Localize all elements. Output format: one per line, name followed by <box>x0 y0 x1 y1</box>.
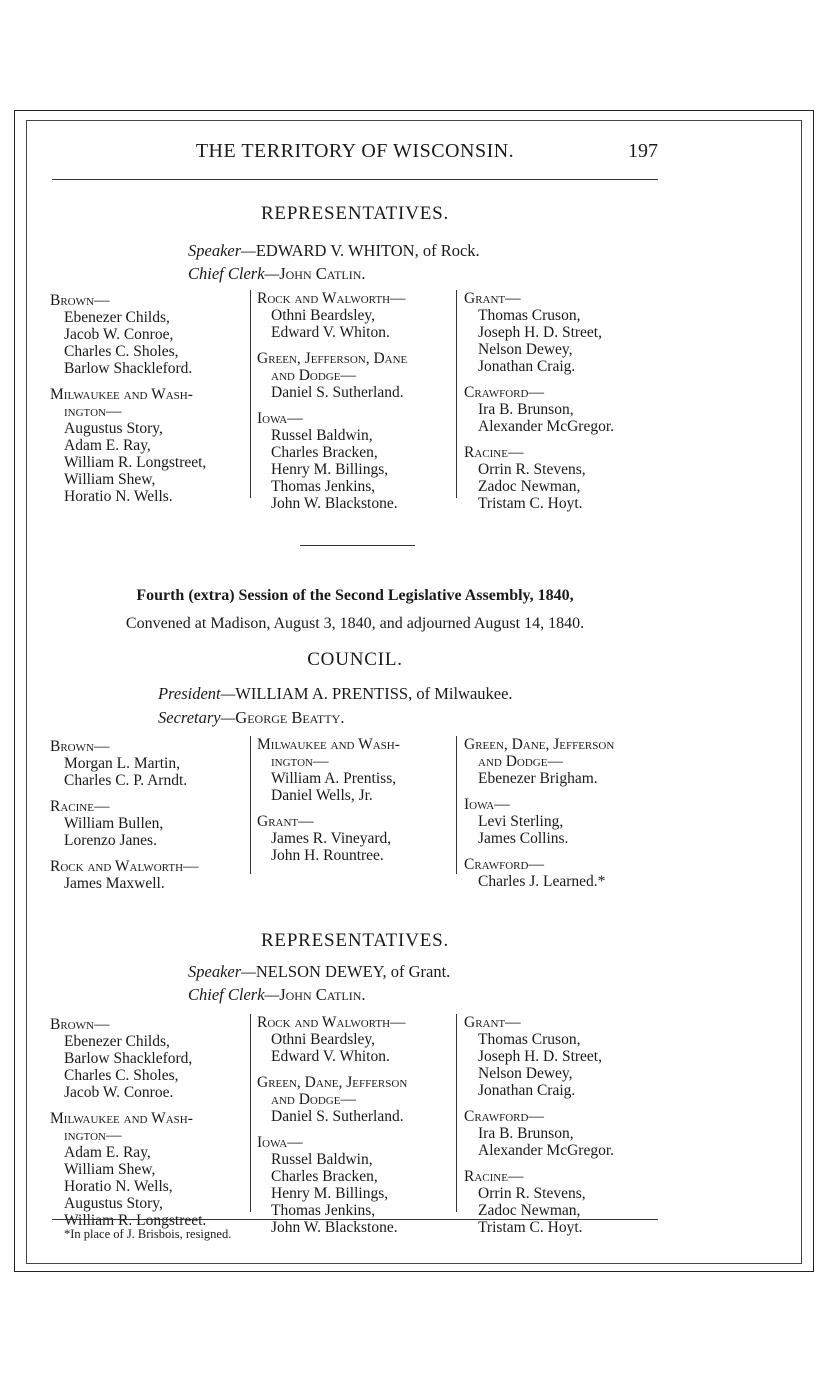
member-name: Adam E. Ray, <box>64 437 151 454</box>
county-block <box>50 858 248 892</box>
member-name: Tristam C. Hoyt. <box>478 495 583 512</box>
member-name: Charles J. Learned.* <box>478 873 606 890</box>
header-rule <box>52 179 658 180</box>
county-name: Milwaukee and Wash- <box>50 386 193 403</box>
county-name: Rock and Walworth— <box>257 1014 406 1031</box>
county-block <box>257 1134 456 1236</box>
member-name: Othni Beardsley, <box>271 307 376 324</box>
county-name: Green, Dane, Jefferson <box>257 1074 408 1091</box>
member-name: Levi Sterling, <box>478 813 564 830</box>
county-block <box>257 813 456 864</box>
member-name: Jacob W. Conroe, <box>64 326 174 343</box>
county-name: Crawford— <box>464 856 544 873</box>
section-divider <box>300 545 415 546</box>
member-name: Orrin R. Stevens, <box>478 461 586 478</box>
member-name: Zadoc Newman, <box>478 478 581 495</box>
footnote-rule <box>52 1219 658 1220</box>
member-name: Thomas Cruson, <box>478 1031 581 1048</box>
member-name: Barlow Shackleford. <box>64 360 193 377</box>
county-name: Grant— <box>464 1014 521 1031</box>
reps2-speaker: Speaker—NELSON DEWEY, of Grant. <box>188 962 451 981</box>
member-name: James R. Vineyard, <box>271 830 392 847</box>
county-name: Iowa— <box>464 796 510 813</box>
member-name: Daniel S. Sutherland. <box>271 384 404 401</box>
member-name: Alexander McGregor. <box>478 418 615 435</box>
county-name-continued: and Dodge— <box>271 367 356 384</box>
member-name: Edward V. Whiton. <box>271 324 390 341</box>
session-convened: Convened at Madison, August 3, 1840, and adjourned August 14, 1840. <box>125 615 585 632</box>
member-name: William R. Longstreet, <box>64 454 207 471</box>
member-name: Thomas Cruson, <box>478 307 581 324</box>
member-name: William Bullen, <box>64 815 164 832</box>
county-name: Brown— <box>50 738 110 755</box>
county-block <box>464 1108 668 1159</box>
running-head <box>52 140 658 166</box>
member-name: Ebenezer Childs, <box>64 309 170 326</box>
county-block <box>50 1110 248 1229</box>
member-name: Jacob W. Conroe. <box>64 1084 174 1101</box>
member-name: Thomas Jenkins, <box>271 478 376 495</box>
county-name: Green, Dane, Jefferson <box>464 736 615 753</box>
session-heading: Fourth (extra) Session of the Second Legislative Assembly, 1840, <box>136 587 574 604</box>
reps2-col-2 <box>250 1014 456 1236</box>
member-name: Thomas Jenkins, <box>271 1202 376 1219</box>
council-col-2 <box>250 736 456 874</box>
running-title: THE TERRITORY OF WISCONSIN. <box>195 140 515 162</box>
county-name: Racine— <box>464 1168 524 1185</box>
council-secretary: Secretary—George Beatty. <box>158 708 345 727</box>
member-name: Alexander McGregor. <box>478 1142 615 1159</box>
member-name: Jonathan Craig. <box>478 1082 576 1099</box>
member-name: Henry M. Billings, <box>271 461 389 478</box>
county-name: Milwaukee and Wash- <box>257 736 400 753</box>
county-name: Green, Jefferson, Dane <box>257 350 408 367</box>
county-name-continued: and Dodge— <box>478 753 563 770</box>
county-block <box>464 384 668 435</box>
county-block <box>50 798 248 849</box>
county-block <box>257 736 456 804</box>
council-col-1 <box>50 738 248 901</box>
reps1-speaker: Speaker—EDWARD V. WHITON, of Rock. <box>188 241 480 260</box>
member-name: William R. Longstreet. <box>64 1212 207 1229</box>
member-name: William Shew, <box>64 471 156 488</box>
county-name: Brown— <box>50 292 110 309</box>
reps1-col-1 <box>50 292 248 514</box>
county-name: Iowa— <box>257 410 303 427</box>
member-name: Nelson Dewey, <box>478 341 573 358</box>
county-block <box>257 410 456 512</box>
member-name: Horatio N. Wells, <box>64 1178 173 1195</box>
member-name: Adam E. Ray, <box>64 1144 151 1161</box>
county-name: Iowa— <box>257 1134 303 1151</box>
member-name: Edward V. Whiton. <box>271 1048 390 1065</box>
county-block <box>50 1016 248 1101</box>
member-name: Joseph H. D. Street, <box>478 324 602 341</box>
member-name: Nelson Dewey, <box>478 1065 573 1082</box>
member-name: Ira B. Brunson, <box>478 1125 574 1142</box>
county-name-continued: ington— <box>64 1127 122 1144</box>
member-name: Russel Baldwin, <box>271 1151 373 1168</box>
member-name: John W. Blackstone. <box>271 1219 398 1236</box>
footnote: *In place of J. Brisbois, resigned. <box>64 1227 232 1241</box>
member-name: John W. Blackstone. <box>271 495 398 512</box>
county-block <box>257 1074 456 1125</box>
member-name: Charles C. Sholes, <box>64 1067 179 1084</box>
county-name: Crawford— <box>464 1108 544 1125</box>
page-number: 197 <box>628 140 658 162</box>
county-name: Rock and Walworth— <box>257 290 406 307</box>
county-block <box>464 1168 668 1236</box>
member-name: Henry M. Billings, <box>271 1185 389 1202</box>
county-block <box>464 444 668 512</box>
member-name: Zadoc Newman, <box>478 1202 581 1219</box>
county-name: Milwaukee and Wash- <box>50 1110 193 1127</box>
member-name: Charles Bracken, <box>271 1168 378 1185</box>
member-name: Augustus Story, <box>64 420 163 437</box>
member-name: Augustus Story, <box>64 1195 163 1212</box>
council-title: COUNCIL. <box>307 649 403 670</box>
member-name: Joseph H. D. Street, <box>478 1048 602 1065</box>
reps1-col-3 <box>456 290 668 512</box>
member-name: Othni Beardsley, <box>271 1031 376 1048</box>
reps1-clerk: Chief Clerk—John Catlin. <box>188 264 366 283</box>
county-block <box>464 1014 668 1099</box>
county-name: Grant— <box>257 813 314 830</box>
county-block <box>464 736 668 787</box>
reps2-col-1 <box>50 1016 248 1238</box>
member-name: John H. Rountree. <box>271 847 384 864</box>
reps2-clerk: Chief Clerk—John Catlin. <box>188 985 366 1004</box>
member-name: Orrin R. Stevens, <box>478 1185 586 1202</box>
reps2-title: REPRESENTATIVES. <box>260 930 450 951</box>
reps1-col-2 <box>250 290 456 512</box>
member-name: Jonathan Craig. <box>478 358 576 375</box>
member-name: Ebenezer Brigham. <box>478 770 598 787</box>
county-name: Racine— <box>50 798 110 815</box>
member-name: Lorenzo Janes. <box>64 832 157 849</box>
member-name: Daniel Wells, Jr. <box>271 787 373 804</box>
county-block <box>50 292 248 377</box>
member-name: Tristam C. Hoyt. <box>478 1219 583 1236</box>
member-name: Ira B. Brunson, <box>478 401 574 418</box>
member-name: Russel Baldwin, <box>271 427 373 444</box>
county-block <box>50 386 248 505</box>
member-name: William A. Prentiss, <box>271 770 397 787</box>
member-name: Barlow Shackleford, <box>64 1050 193 1067</box>
county-name: Racine— <box>464 444 524 461</box>
county-block <box>50 738 248 789</box>
county-block <box>257 350 456 401</box>
reps2-col-3 <box>456 1014 668 1236</box>
member-name: James Maxwell. <box>64 875 165 892</box>
member-name: James Collins. <box>478 830 569 847</box>
county-name: Crawford— <box>464 384 544 401</box>
county-name: Brown— <box>50 1016 110 1033</box>
member-name: Daniel S. Sutherland. <box>271 1108 404 1125</box>
county-name-continued: ington— <box>271 753 329 770</box>
county-name: Grant— <box>464 290 521 307</box>
member-name: Charles Bracken, <box>271 444 378 461</box>
county-name-continued: and Dodge— <box>271 1091 356 1108</box>
member-name: Ebenezer Childs, <box>64 1033 170 1050</box>
reps1-title: REPRESENTATIVES. <box>260 203 450 224</box>
county-block <box>257 1014 456 1065</box>
member-name: Charles C. Sholes, <box>64 343 179 360</box>
county-block <box>257 290 456 341</box>
member-name: William Shew, <box>64 1161 156 1178</box>
county-block <box>464 290 668 375</box>
county-block <box>464 856 668 890</box>
member-name: Horatio N. Wells. <box>64 488 173 505</box>
county-name-continued: ington— <box>64 403 122 420</box>
member-name: Morgan L. Martin, <box>64 755 180 772</box>
county-name: Rock and Walworth— <box>50 858 199 875</box>
council-president: President—WILLIAM A. PRENTISS, of Milwaukee. <box>158 684 513 703</box>
member-name: Charles C. P. Arndt. <box>64 772 188 789</box>
council-col-3 <box>456 736 668 890</box>
county-block <box>464 796 668 847</box>
